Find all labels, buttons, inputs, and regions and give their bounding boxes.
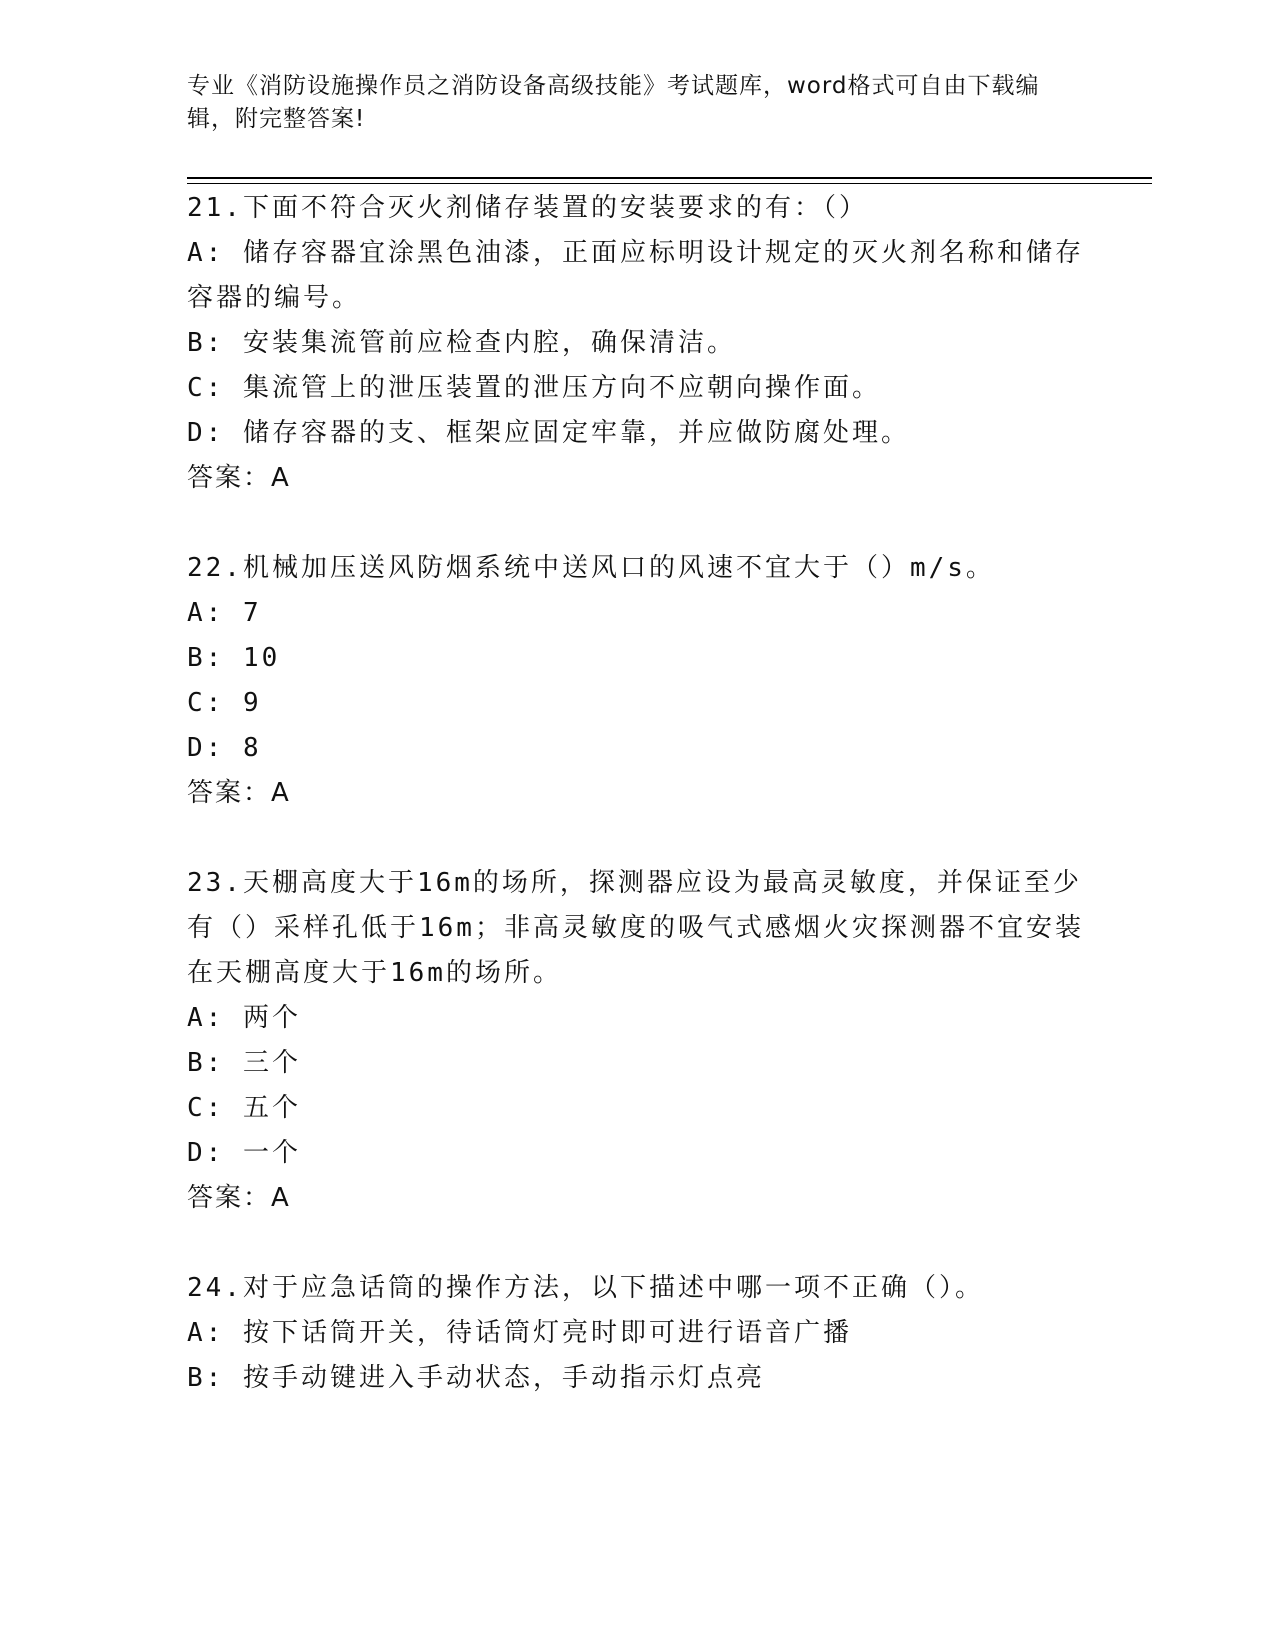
question-21-option-c: C: 集流管上的泄压装置的泄压方向不应朝向操作面。 bbox=[187, 373, 881, 403]
question-23-option-d: D: 一个 bbox=[187, 1138, 301, 1168]
header-divider-thin bbox=[187, 183, 1152, 184]
question-22-stem: 22.机械加压送风防烟系统中送风口的风速不宜大于（）m/s。 bbox=[187, 553, 995, 583]
question-22-option-c: C: 9 bbox=[187, 688, 262, 718]
question-21-answer: 答案：A bbox=[187, 463, 291, 493]
question-21-stem: 21.下面不符合灭火剂储存装置的安装要求的有：（） bbox=[187, 193, 868, 223]
question-24-stem: 24.对于应急话筒的操作方法，以下描述中哪一项不正确（）。 bbox=[187, 1273, 984, 1303]
question-24-option-b: B: 按手动键进入手动状态，手动指示灯点亮 bbox=[187, 1363, 765, 1393]
question-23-stem-line-2: 有（）采样孔低于16m；非高灵敏度的吸气式感烟火灾探测器不宜安装 bbox=[187, 913, 1084, 943]
question-23-stem-line-1: 23.天棚高度大于16m的场所，探测器应设为最高灵敏度，并保证至少 bbox=[187, 868, 1082, 898]
question-23-stem-line-3: 在天棚高度大于16m的场所。 bbox=[187, 958, 562, 988]
question-24-option-a: A: 按下话筒开关，待话筒灯亮时即可进行语音广播 bbox=[187, 1318, 852, 1348]
question-22-option-a: A: 7 bbox=[187, 598, 262, 628]
header-divider bbox=[187, 177, 1152, 179]
question-22-answer: 答案：A bbox=[187, 778, 291, 808]
question-21-option-a-continued: 容器的编号。 bbox=[187, 283, 362, 313]
question-23-option-b: B: 三个 bbox=[187, 1048, 301, 1078]
question-21-option-a: A: 储存容器宜涂黑色油漆，正面应标明设计规定的灭火剂名称和储存 bbox=[187, 238, 1084, 268]
question-21-option-d: D: 储存容器的支、框架应固定牢靠，并应做防腐处理。 bbox=[187, 418, 910, 448]
question-23-option-a: A: 两个 bbox=[187, 1003, 301, 1033]
question-22-option-b: B: 10 bbox=[187, 643, 281, 673]
question-23-option-c: C: 五个 bbox=[187, 1093, 301, 1123]
document-header: 专业《消防设施操作员之消防设备高级技能》考试题库，word格式可自由下载编辑，附完整答案! bbox=[187, 73, 1040, 132]
question-22-option-d: D: 8 bbox=[187, 733, 262, 763]
question-21-option-b: B: 安装集流管前应检查内腔，确保清洁。 bbox=[187, 328, 736, 358]
question-23-answer: 答案：A bbox=[187, 1183, 291, 1213]
